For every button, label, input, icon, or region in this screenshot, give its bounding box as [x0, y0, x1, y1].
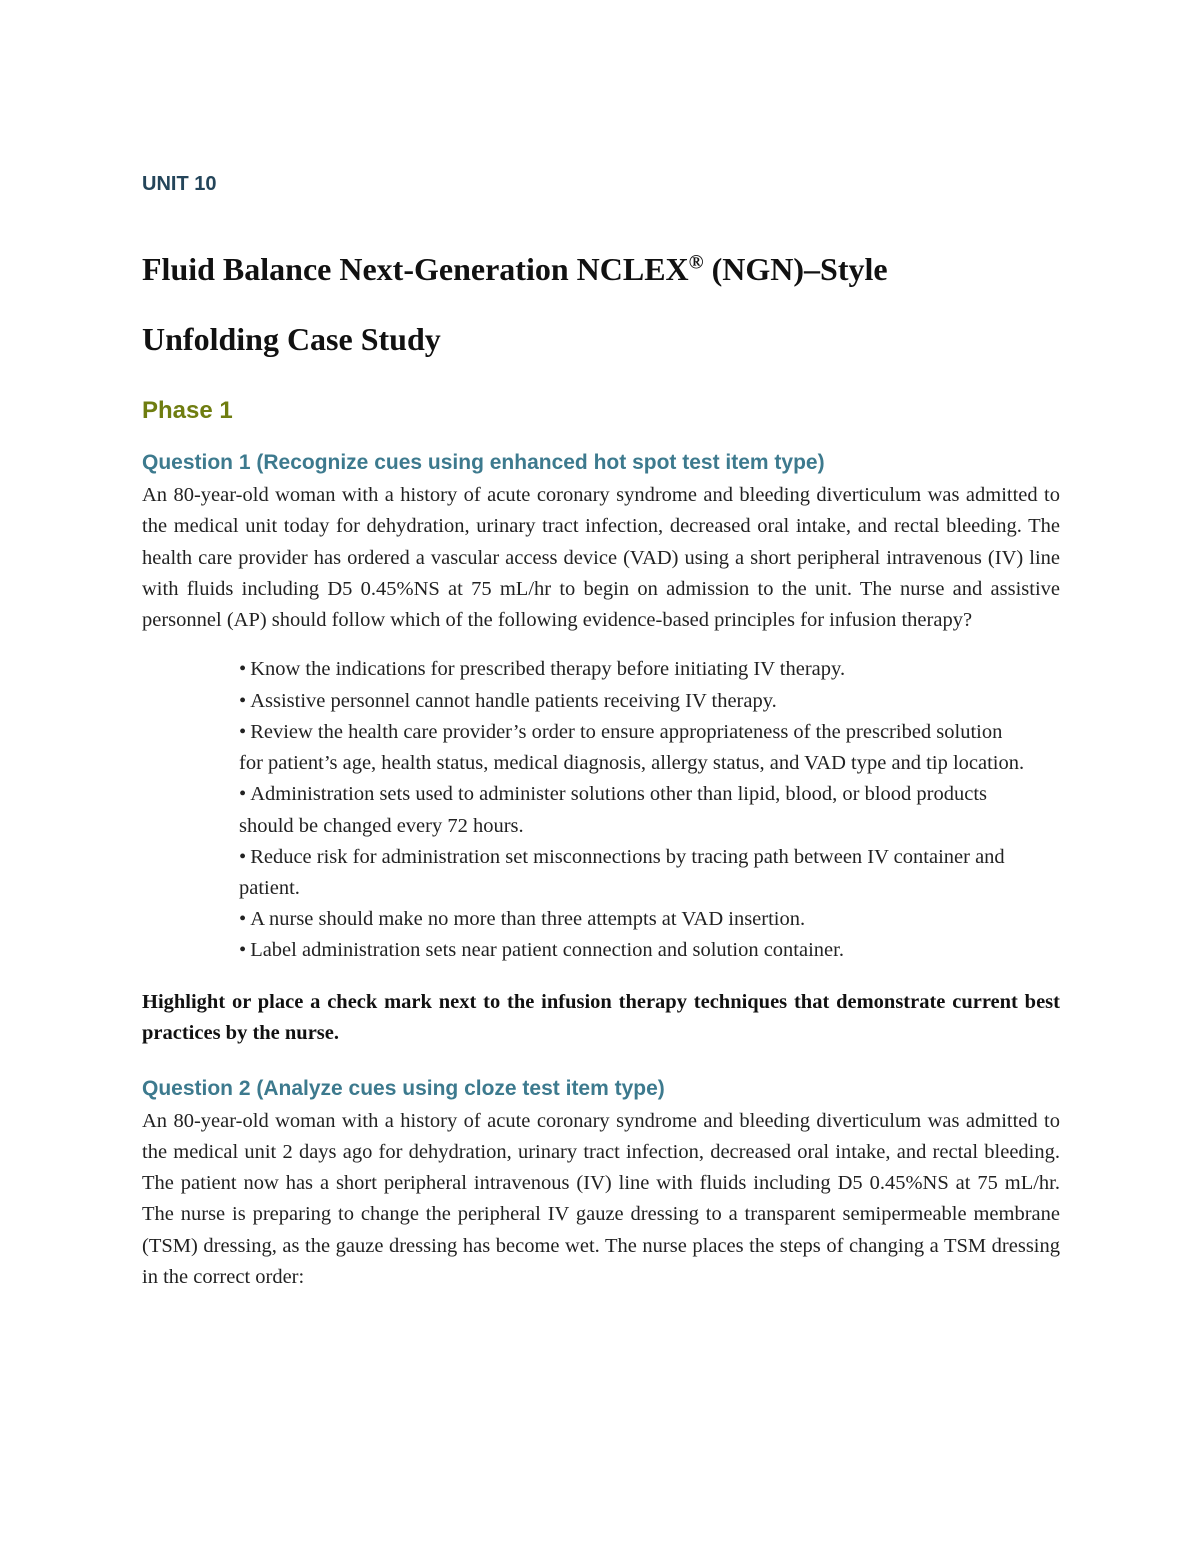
option-item[interactable] — [239, 779, 1029, 841]
bullet-icon: • — [239, 689, 247, 712]
option-text: Label administration sets near patient connection and solution container. — [250, 939, 844, 962]
bullet-icon: • — [239, 658, 247, 681]
document-content — [142, 170, 1060, 1293]
registered-mark: ® — [688, 251, 704, 274]
phase-heading: Phase 1 — [142, 397, 233, 424]
option-item[interactable] — [239, 842, 1029, 904]
option-text: Review the health care provider’s order to ensure appropriateness of the prescribed solution for patient’s age, health status, medical diagnosis, allergy status, and VAD type and tip location. — [239, 720, 1025, 775]
question-1-body: An 80-year-old woman with a history of acute coronary syndrome and bleeding diverticulum was admitted to the medical unit today for dehydration, urinary tract infection, decreased oral intake, and rectal bleeding. The health care provider has ordered a vascular access device (VAD) using a short peripheral intravenous (IV) line with fluids including D5 0.45%NS at 75 mL/hr to begin on admission to the unit. The nurse and assistive personnel (AP) should follow which of the following evidence-based principles for infusion therapy? — [142, 484, 1060, 632]
option-text: A nurse should make no more than three attempts at VAD insertion. — [250, 908, 806, 931]
unit-label: UNIT 10 — [142, 173, 217, 195]
option-item[interactable] — [239, 654, 1029, 685]
title-main: Fluid Balance Next-Generation NCLEX — [142, 251, 689, 287]
bullet-icon: • — [239, 939, 247, 962]
title-suffix: (NGN)–Style — [703, 251, 888, 287]
question-1-options — [239, 654, 1029, 966]
question-1-instruction: Highlight or place a check mark next to the infusion therapy techniques that demonstrate current best practices by the nurse. — [142, 990, 1060, 1045]
title-line2: Unfolding Case Study — [142, 321, 441, 357]
option-item[interactable] — [239, 904, 1029, 935]
option-item[interactable] — [239, 935, 1029, 966]
question-2-body: An 80-year-old woman with a history of acute coronary syndrome and bleeding diverticulum was admitted to the medical unit 2 days ago for dehydration, urinary tract infection, decreased oral intake, and rectal bleeding. The patient now has a short peripheral intravenous (IV) line with fluids including D5 0.45%NS at 75 mL/hr. The nurse is preparing to change the peripheral IV gauze dressing to a transparent semipermeable membrane (TSM) dressing, as the gauze dressing has become wet. The nurse places the steps of changing a TSM dressing in the correct order: — [142, 1109, 1060, 1288]
option-item[interactable] — [239, 686, 1029, 717]
bullet-icon: • — [239, 845, 247, 868]
bullet-icon: • — [239, 783, 247, 806]
question-2-heading: Question 2 (Analyze cues using cloze test item type) — [142, 1076, 665, 1100]
option-item[interactable] — [239, 717, 1029, 779]
bullet-icon: • — [239, 720, 247, 743]
bullet-icon: • — [239, 908, 247, 931]
question-1-heading: Question 1 (Recognize cues using enhanced hot spot test item type) — [142, 451, 825, 474]
option-text: Know the indications for prescribed therapy before initiating IV therapy. — [250, 658, 846, 681]
option-text: Reduce risk for administration set misconnections by tracing path between IV container and patient. — [239, 845, 1005, 899]
option-text: Assistive personnel cannot handle patients receiving IV therapy. — [250, 689, 777, 712]
option-text: Administration sets used to administer solutions other than lipid, blood, or blood products should be changed every 72 hours. — [239, 783, 987, 837]
document-title — [142, 234, 1060, 374]
